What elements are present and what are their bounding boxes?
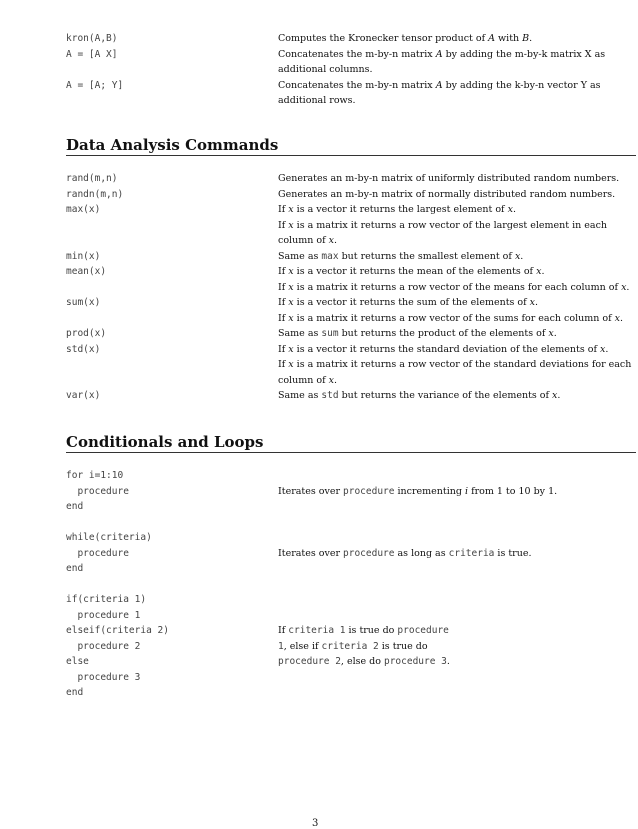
command-description: Concatenates the m-by-n matrix A by adding the k-by-n vector Y as additional rows. xyxy=(278,79,601,106)
command-code: min(x) xyxy=(66,250,101,262)
command-description: If x is a vector it returns the standard deviation of the elements of x. If x is a matrix it returns a row vector of the standard deviations for each column of x. xyxy=(278,343,632,386)
table-row xyxy=(66,264,636,295)
command-code: var(x) xyxy=(66,390,101,401)
command-description: Same as sum but returns the product of the elements of x. xyxy=(278,328,557,339)
table-row xyxy=(66,468,636,515)
for-loop-description: Iterates over procedure incrementing i from 1 to 10 by 1. xyxy=(278,485,558,497)
command-code: A = [A X] xyxy=(66,48,118,60)
data-analysis-table xyxy=(66,171,636,404)
table-row xyxy=(66,31,636,47)
if-description: If criteria 1 is true do procedure 1, else if criteria 2 is true do procedure 2, else do procedure 3. xyxy=(278,625,450,667)
matrix-ops-table xyxy=(66,31,636,109)
command-description: Concatenates the m-by-n matrix A by adding the m-by-k matrix X as additional columns. xyxy=(278,48,606,75)
section-heading-conditionals: Conditionals and Loops xyxy=(66,433,636,453)
command-description: If x is a vector it returns the largest element of x. If x is a matrix it returns a row vector of the largest element in each column of x. xyxy=(278,204,608,246)
table-row xyxy=(66,592,636,701)
command-code: std(x) xyxy=(66,343,101,355)
command-description: Same as max but returns the smallest element of x. xyxy=(278,250,524,262)
table-row xyxy=(66,202,636,249)
table-row xyxy=(66,326,636,342)
page-number: 3 xyxy=(312,818,319,829)
while-loop-description: Iterates over procedure as long as criteria is true. xyxy=(278,547,532,559)
table-row xyxy=(66,47,636,78)
section-heading-data-analysis: Data Analysis Commands xyxy=(66,136,636,156)
table-row xyxy=(66,295,636,326)
if-code: if(criteria 1) procedure 1 elseif(criteria 2) procedure 2 else procedure 3 end xyxy=(66,594,169,698)
while-loop-block xyxy=(66,530,636,577)
for-loop-code: for i=1:10 procedure end xyxy=(66,470,129,512)
command-code: kron(A,B) xyxy=(66,33,118,44)
command-code: randn(m,n) xyxy=(66,188,124,200)
command-code: mean(x) xyxy=(66,266,107,277)
command-description: Generates an m-by-n matrix of uniformly distributed random numbers. xyxy=(278,173,620,184)
command-description: Computes the Kronecker tensor product of A with B. xyxy=(278,33,533,44)
command-description: Same as std but returns the variance of the elements of x. xyxy=(278,390,561,401)
for-loop-block xyxy=(66,468,636,515)
table-row xyxy=(66,530,636,577)
command-code: prod(x) xyxy=(66,328,107,339)
table-row xyxy=(66,187,636,203)
command-description: If x is a vector it returns the sum of the elements of x. If x is a matrix it returns a row vector of the sums for each column of x. xyxy=(278,297,624,324)
table-row xyxy=(66,171,636,187)
table-row xyxy=(66,249,636,265)
command-code: max(x) xyxy=(66,204,101,215)
command-description: Generates an m-by-n matrix of normally distributed random numbers. xyxy=(278,188,616,200)
table-row xyxy=(66,78,636,109)
while-loop-code: while(criteria) procedure end xyxy=(66,532,152,574)
table-row xyxy=(66,388,636,404)
command-code: rand(m,n) xyxy=(66,173,118,184)
table-row xyxy=(66,342,636,389)
command-code: sum(x) xyxy=(66,297,101,308)
if-block xyxy=(66,592,636,701)
command-code: A = [A; Y] xyxy=(66,79,124,91)
command-description: If x is a vector it returns the mean of the elements of x. If x is a matrix it returns a row vector of the means for each column of x. xyxy=(278,266,630,293)
